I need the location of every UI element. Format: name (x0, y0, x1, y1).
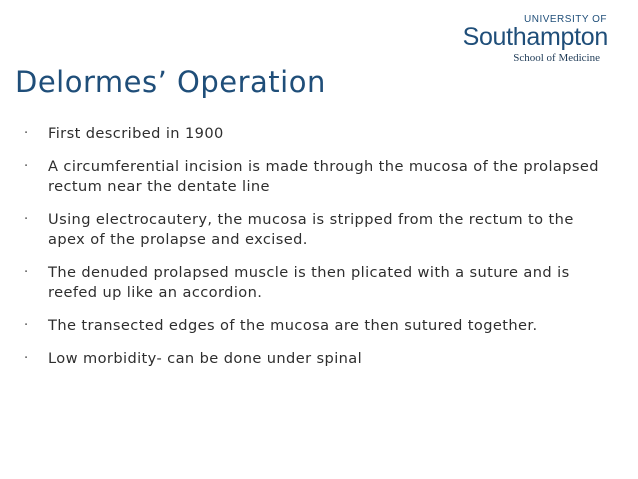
logo-university-of: UNIVERSITY OF (524, 14, 607, 25)
bullet-item (24, 124, 614, 144)
bullet-text: A circumferential incision is made through the mucosa of the prolapsed rectum near the dentate line (48, 158, 599, 195)
logo-school-of-medicine: School of Medicine (513, 52, 600, 64)
bullet-dot-icon: · (24, 212, 29, 227)
bullet-item (24, 263, 614, 303)
bullet-text: Low morbidity- can be done under spinal (48, 350, 363, 367)
bullet-text: The transected edges of the mucosa are then sutured together. (48, 317, 538, 334)
bullet-text: The denuded prolapsed muscle is then plicated with a suture and is reefed up like an accordion. (48, 264, 570, 301)
bullet-dot-icon: · (24, 351, 29, 366)
bullet-dot-icon: · (24, 159, 29, 174)
slide-title: Delormes’ Operation (15, 65, 326, 99)
bullet-item (24, 349, 614, 369)
university-logo (463, 14, 608, 65)
bullet-dot-icon: · (24, 265, 29, 280)
bullet-text: Using electrocautery, the mucosa is stripped from the rectum to the apex of the prolapse and excised. (48, 211, 574, 248)
bullet-list (24, 124, 614, 382)
bullet-dot-icon: · (24, 126, 29, 141)
bullet-dot-icon: · (24, 318, 29, 333)
bullet-item (24, 157, 614, 197)
bullet-item (24, 210, 614, 250)
logo-southampton: Southampton (462, 23, 608, 51)
bullet-item (24, 316, 614, 336)
bullet-text: First described in 1900 (48, 125, 224, 142)
